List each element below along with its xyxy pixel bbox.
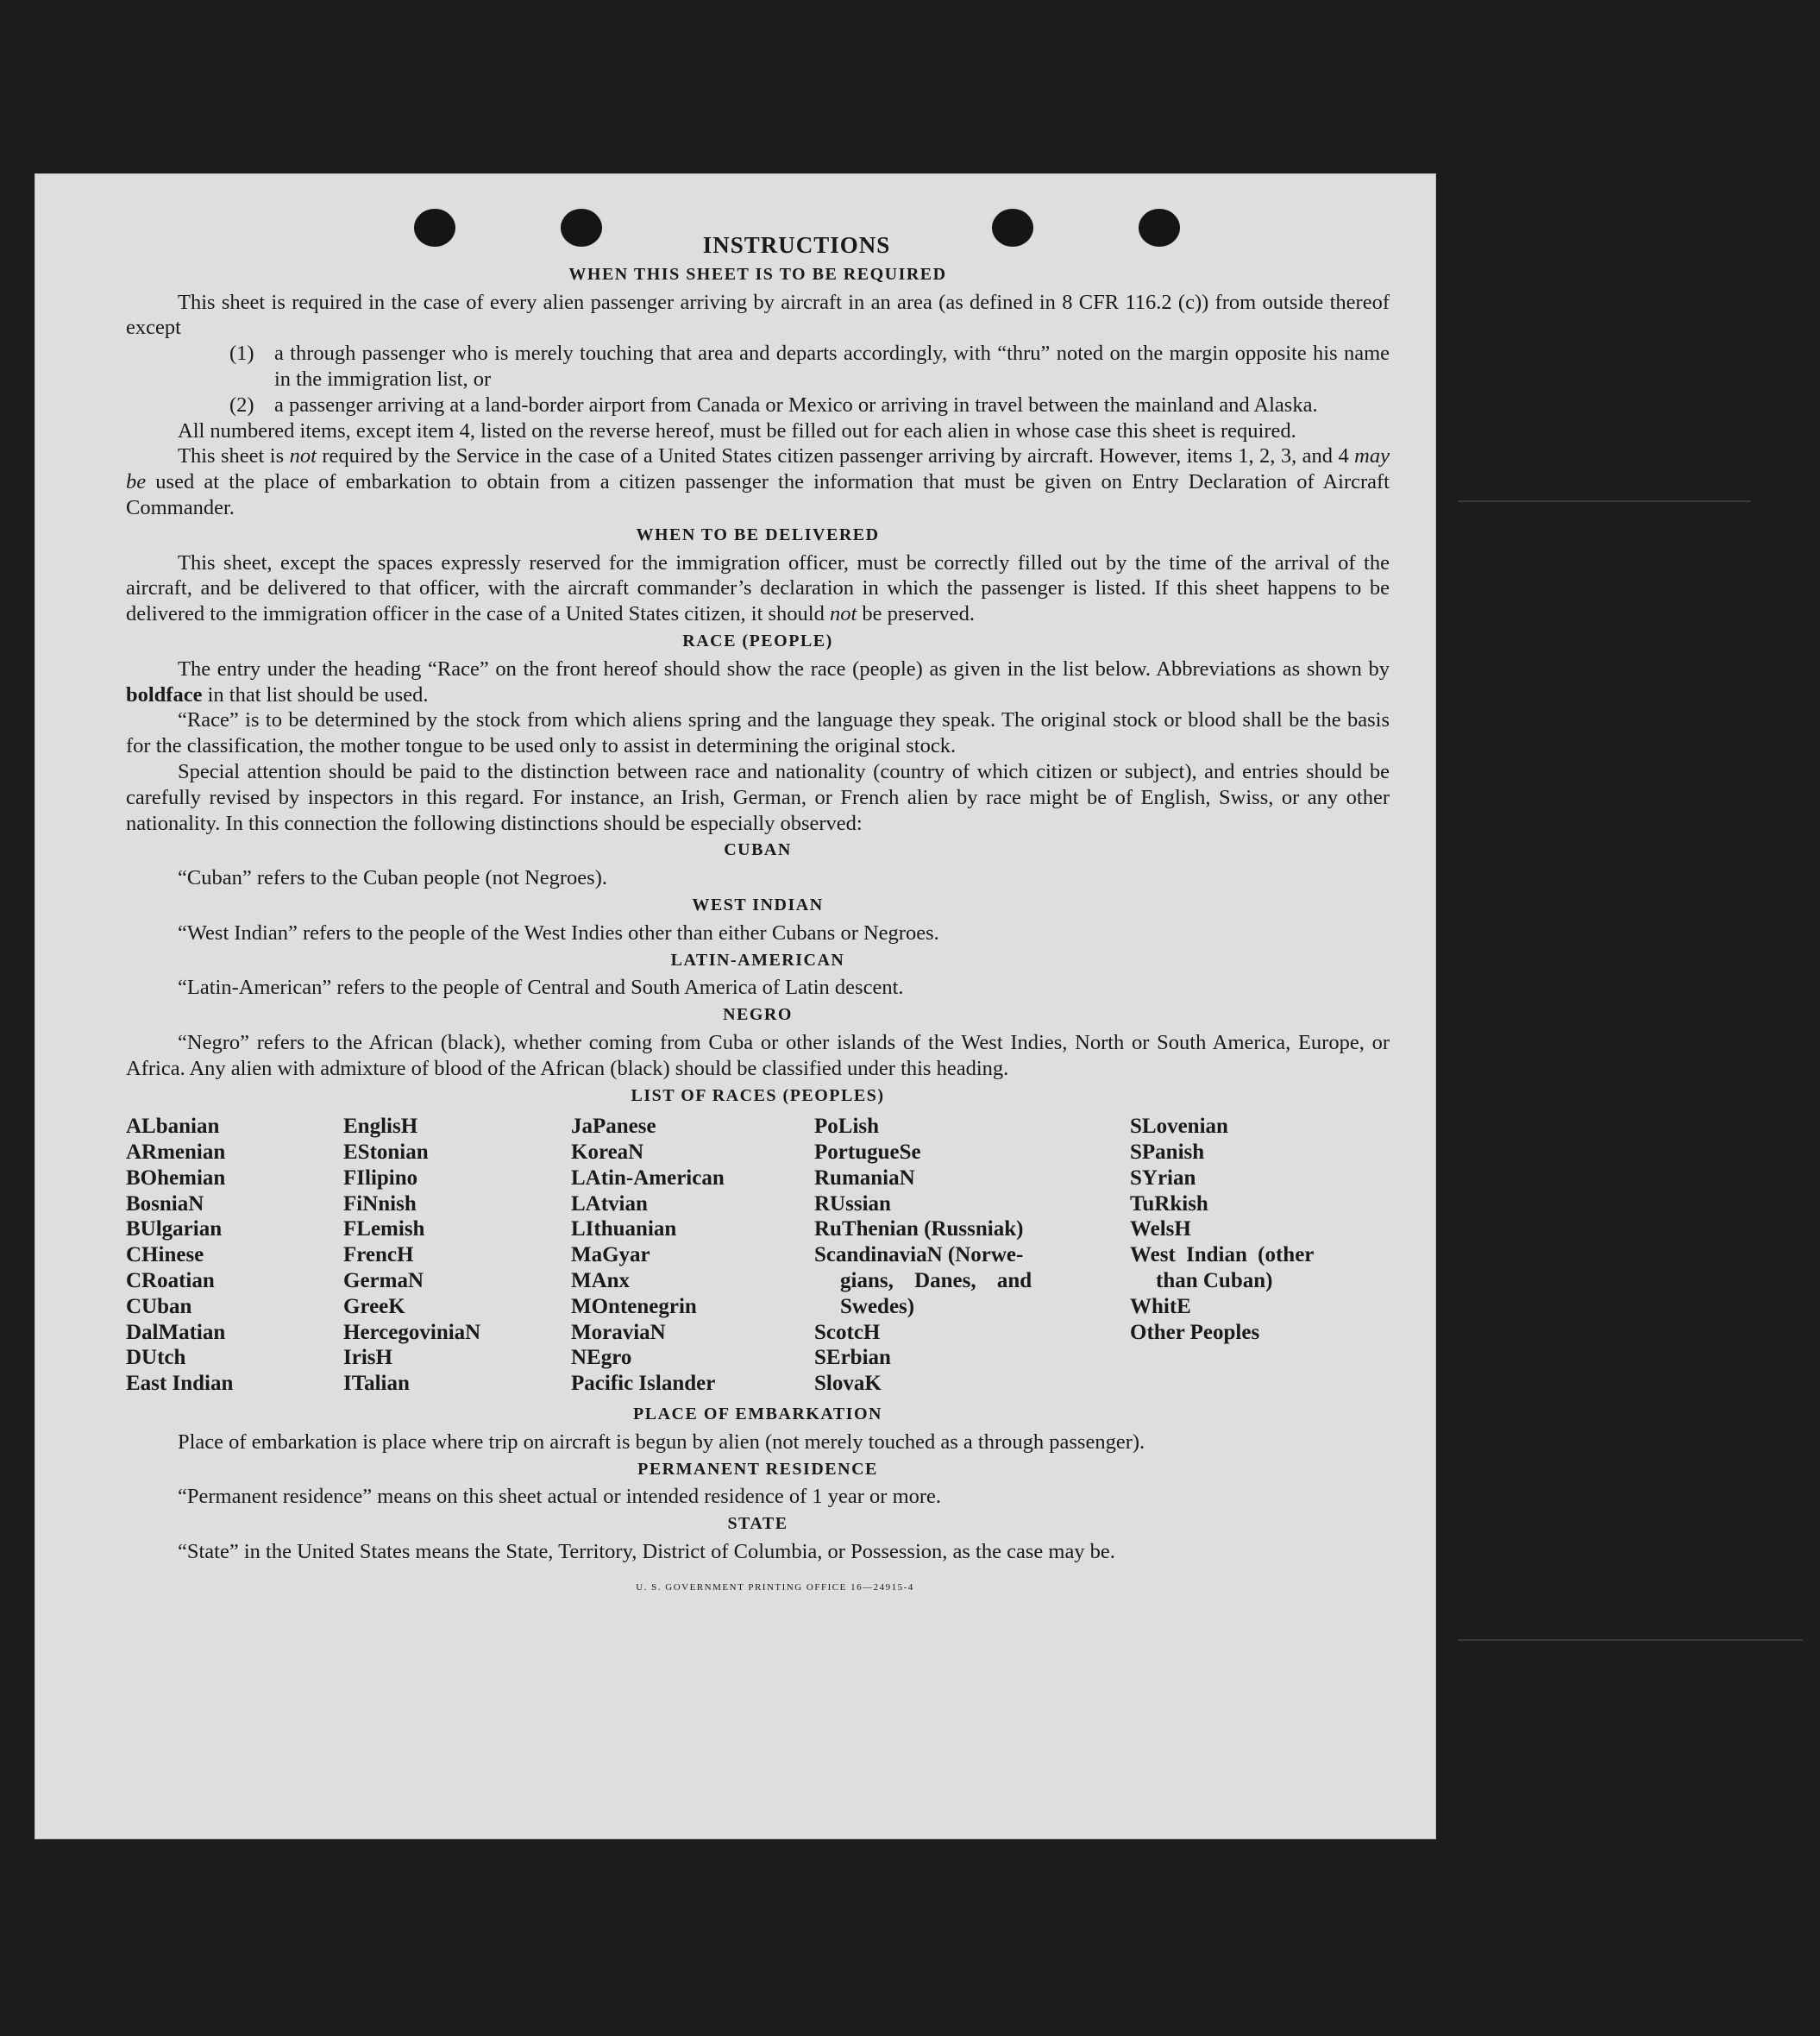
item-number: (2)	[229, 393, 254, 417]
race-entry: ScandinaviaN (Norwe-	[814, 1243, 1024, 1267]
races-subgroup	[1130, 1294, 1354, 1346]
paragraph: This sheet is required in the case of every alien passenger arriving by aircraft in an area (as defined in 8 CFR 116.2 (c)) from outside thereof except	[126, 290, 1390, 340]
printer-imprint: U. S. GOVERNMENT PRINTING OFFICE 16—24915-4	[636, 1581, 914, 1593]
paragraph: “Race” is to be determined by the stock from which aliens spring and the language they speak. The original stock or blood shall be the basis for the classification, the mother tongue to be used only to assist in determining the original stock.	[126, 708, 1390, 758]
section-heading-when-required: WHEN THIS SHEET IS TO BE REQUIRED	[568, 264, 947, 284]
race-entry: KoreaN	[571, 1141, 644, 1165]
numbered-item	[229, 393, 1390, 418]
definition-text: “Latin-American” refers to the people of Central and South America of Latin descent.	[178, 976, 904, 1000]
race-entry: HercegoviniaN	[343, 1320, 481, 1344]
race-entry: DalMatian	[126, 1320, 226, 1344]
race-entry: West Indian (other	[1130, 1243, 1315, 1267]
scanner-backdrop-edge	[1458, 1639, 1803, 1641]
race-entry: Other Peoples	[1130, 1320, 1260, 1344]
document-title: INSTRUCTIONS	[702, 232, 891, 258]
section-heading-cuban: CUBAN	[724, 840, 792, 860]
race-entry: EnglisH	[343, 1115, 418, 1139]
paragraph: The entry under the heading “Race” on the front hereof should show the race (people) as given in the list below. Abbreviations as shown by boldface in that list should be used.	[126, 657, 1390, 707]
race-entry: LIthuanian	[571, 1217, 677, 1241]
race-entry: ScotcH	[814, 1320, 881, 1344]
race-entry: TuRkish	[1130, 1191, 1208, 1216]
paragraph: All numbered items, except item 4, listed on the reverse hereof, must be filled out for each alien in whose case this sheet is required.	[178, 418, 1296, 443]
race-entry: WhitE	[1130, 1294, 1191, 1318]
section-heading-state: STATE	[727, 1514, 788, 1534]
race-entry: MoraviaN	[571, 1320, 666, 1344]
race-entry: Pacific Islander	[571, 1372, 716, 1396]
item-text: a through passenger who is merely touching that area and departs accordingly, with “thru” noted on the margin opposite his name in the immigration list, or	[274, 342, 1390, 391]
scanner-backdrop-edge	[1458, 500, 1751, 502]
race-entry: NEgro	[571, 1346, 632, 1370]
race-entry: GermaN	[343, 1269, 424, 1293]
races-subgroup	[1130, 1114, 1354, 1242]
races-column	[126, 1114, 343, 1397]
races-column	[571, 1114, 814, 1397]
definition-text: “Negro” refers to the African (black), whether coming from Cuba or other islands of the West Indies, North or South America, Europe, or Africa. Any alien with admixture of blood of the African (black) should be classified under this heading.	[126, 1030, 1390, 1080]
definition-text: Place of embarkation is place where trip on aircraft is begun by alien (not merely touched as a through passenger).	[178, 1430, 1145, 1454]
paragraph: This sheet, except the spaces expressly reserved for the immigration officer, must be correctly filled out by the time of the arrival of the aircraft, and be delivered to that officer, with the aircraft commander’s declaration in which the passenger is listed. If this sheet happens to be delivered to the immigration officer in the case of a United States citizen, it should not be preserved.	[126, 550, 1390, 626]
race-entry: RumaniaN	[814, 1166, 915, 1190]
section-heading-residence: PERMANENT RESIDENCE	[637, 1459, 878, 1479]
race-entry: SlovaK	[814, 1372, 882, 1396]
race-entry: JaPanese	[571, 1115, 656, 1139]
race-entry-continued: gians, Danes, and	[840, 1269, 1032, 1293]
race-entry: IrisH	[343, 1346, 392, 1370]
section-heading-when-delivered: WHEN TO BE DELIVERED	[636, 525, 880, 544]
races-subgroup	[814, 1320, 1130, 1397]
race-entry: BosniaN	[126, 1191, 204, 1216]
numbered-item	[229, 341, 1390, 393]
race-entry: RUssian	[814, 1191, 891, 1216]
race-entry: FiNnish	[343, 1191, 417, 1216]
race-entry: PoLish	[814, 1115, 880, 1139]
races-column	[1130, 1114, 1354, 1397]
race-entry: WelsH	[1130, 1217, 1191, 1241]
race-entry: GreeK	[343, 1294, 405, 1318]
race-entry: MOntenegrin	[571, 1294, 697, 1318]
race-entry: East Indian	[126, 1372, 234, 1396]
race-entry-continued: Swedes)	[840, 1294, 915, 1318]
race-entry-continued: than Cuban)	[1156, 1269, 1273, 1293]
race-entry: LAtin-American	[571, 1166, 725, 1190]
race-entry: ALbanian	[126, 1115, 220, 1139]
document-page	[35, 174, 1435, 1838]
race-entry: ITalian	[343, 1372, 410, 1396]
paragraph: This sheet is not required by the Service in the case of a United States citizen passenger arriving by aircraft. However, items 1, 2, 3, and 4 may be used at the place of embarkation to obtain from a citizen passenger the information that must be given on Entry Declaration of Aircraft Commander.	[126, 444, 1390, 519]
race-entry: SLovenian	[1130, 1115, 1228, 1139]
race-entry: CHinese	[126, 1243, 204, 1267]
race-entry: MaGyar	[571, 1243, 650, 1267]
race-entry: SErbian	[814, 1346, 891, 1370]
definition-text: “State” in the United States means the State, Territory, District of Columbia, or Possession, as the case may be.	[178, 1540, 1115, 1564]
definition-text: “West Indian” refers to the people of the West Indies other than either Cubans or Negroes.	[178, 921, 939, 945]
definition-text: “Permanent residence” means on this sheet actual or intended residence of 1 year or more.	[178, 1485, 942, 1509]
section-heading-race: RACE (PEOPLE)	[682, 631, 833, 650]
document-body	[126, 233, 1390, 1601]
definition-text: “Cuban” refers to the Cuban people (not Negroes).	[178, 866, 607, 890]
race-entry: EStonian	[343, 1141, 429, 1165]
race-entry: ARmenian	[126, 1141, 226, 1165]
section-heading-list-of-races: LIST OF RACES (PEOPLES)	[631, 1085, 885, 1105]
race-entry: FIlipino	[343, 1166, 418, 1190]
races-list	[126, 1114, 1390, 1397]
race-entry: MAnx	[571, 1269, 631, 1293]
race-entry: FrencH	[343, 1243, 414, 1267]
race-entry: FLemish	[343, 1217, 425, 1241]
races-column	[814, 1114, 1130, 1397]
race-entry: BOhemian	[126, 1166, 226, 1190]
race-entry: CRoatian	[126, 1269, 215, 1293]
section-heading-negro: NEGRO	[723, 1005, 793, 1025]
section-heading-embarkation: PLACE OF EMBARKATION	[633, 1404, 882, 1424]
section-heading-west-indian: WEST INDIAN	[692, 895, 824, 914]
item-text: a passenger arriving at a land-border airport from Canada or Mexico or arriving in travel between the mainland and Alaska.	[274, 393, 1318, 417]
race-entry: LAtvian	[571, 1191, 648, 1216]
race-entry: SYrian	[1130, 1166, 1196, 1190]
race-entry: BUlgarian	[126, 1217, 223, 1241]
paragraph: Special attention should be paid to the distinction between race and nationality (country of which citizen or subject), and entries should be carefully revised by inspectors in this regard. For instance, an Irish, German, or French alien by race might be of English, Swiss, or any other nationality. In this connection the following distinctions should be especially observed:	[126, 759, 1390, 835]
race-entry: RuThenian (Russniak)	[814, 1217, 1024, 1241]
item-number: (1)	[229, 342, 254, 366]
race-entry: CUban	[126, 1294, 192, 1318]
race-entry: PortugueSe	[814, 1141, 921, 1165]
races-column	[343, 1114, 571, 1397]
section-heading-latin-american: LATIN-AMERICAN	[670, 950, 845, 970]
races-subgroup	[814, 1114, 1130, 1242]
race-entry: DUtch	[126, 1346, 186, 1370]
race-entry: SPanish	[1130, 1141, 1205, 1165]
